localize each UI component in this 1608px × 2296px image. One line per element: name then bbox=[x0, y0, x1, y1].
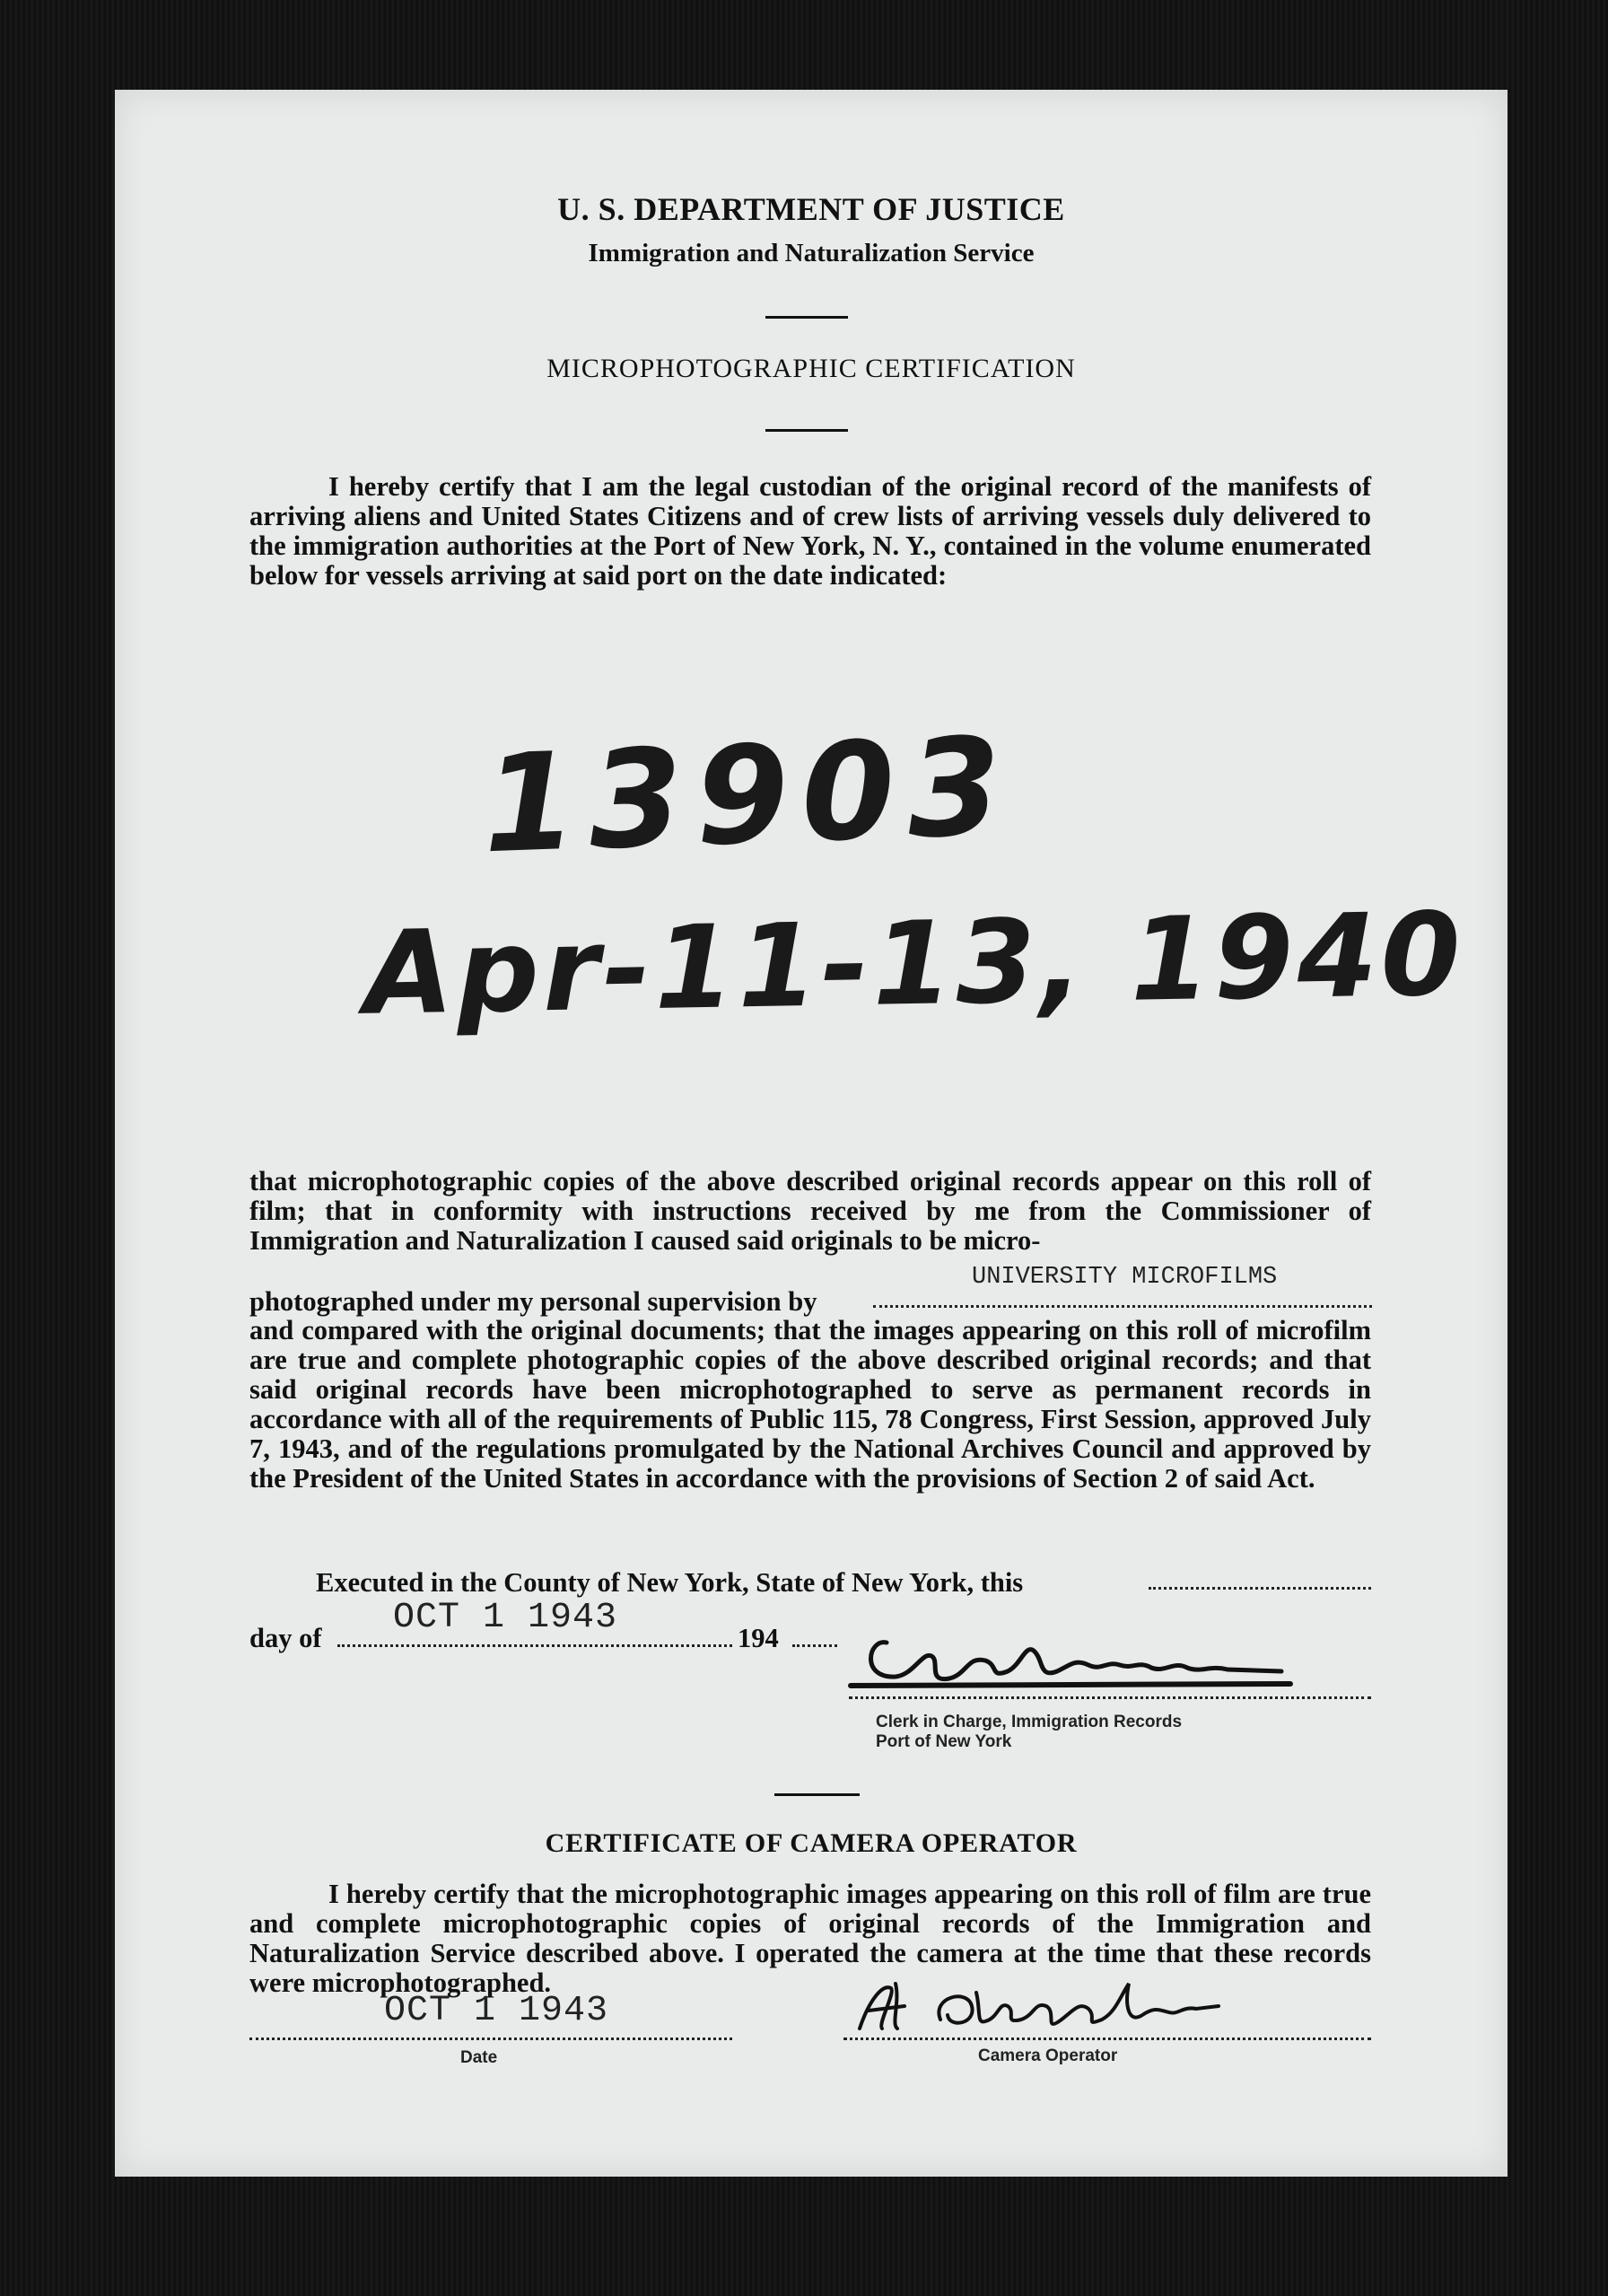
executed-statement: Executed in the County of New York, State of New York, this bbox=[316, 1567, 1024, 1598]
certification-body-part1: that microphotographic copies of the above described original records appear on this roll of film; that in conformity with instructions received by me from the Commissioner of Immigration and Naturalization I caused said originals to be micro- bbox=[249, 1166, 1371, 1256]
photographer-dotted-line bbox=[873, 1305, 1372, 1308]
day-of-dotted-line bbox=[337, 1644, 732, 1647]
heading-divider bbox=[765, 316, 848, 319]
stamped-execution-date: OCT 1 1943 bbox=[393, 1598, 618, 1638]
camera-operator-statement: I hereby certify that the microphotographic images appearing on this roll of film are true and complete microphotographic copies of original records of the Immigration and Naturalization Service described above. I operated the camera at the time that these records were microphotographed. bbox=[249, 1879, 1371, 1998]
executed-dotted-line bbox=[1149, 1587, 1371, 1590]
date-label: Date bbox=[460, 2048, 498, 2067]
certificate-page bbox=[115, 90, 1508, 2177]
year-dotted-line bbox=[792, 1644, 837, 1647]
custodian-statement: I hereby certify that I am the legal custodian of the original record of the manifests of arriving aliens and United States Citizens and of crew lists of arriving vessels duly delivered to the immigration authorities at the Port of New York, N. Y., contained in the volume enumerated below for vessels arriving at said port on the date indicated: bbox=[249, 471, 1371, 591]
handwritten-volume-number: 13903 bbox=[480, 708, 1017, 884]
camera-operator-title: CERTIFICATE OF CAMERA OPERATOR bbox=[545, 1828, 1078, 1858]
handwritten-volume-dates: Apr-11-13, 1940 bbox=[363, 888, 1465, 1041]
photographer-name: UNIVERSITY MICROFILMS bbox=[972, 1264, 1278, 1291]
certification-title: MICROPHOTOGRAPHIC CERTIFICATION bbox=[546, 354, 1076, 383]
clerk-title-line2: Port of New York bbox=[876, 1732, 1012, 1751]
department-heading: U. S. DEPARTMENT OF JUSTICE bbox=[557, 191, 1065, 227]
service-subheading: Immigration and Naturalization Service bbox=[588, 239, 1035, 267]
clerk-signature-line bbox=[849, 1696, 1371, 1699]
day-of-label: day of bbox=[249, 1623, 322, 1653]
operator-signature-line bbox=[843, 2037, 1371, 2040]
section-divider bbox=[774, 1793, 860, 1796]
stamped-operator-date: OCT 1 1943 bbox=[384, 1991, 609, 2031]
photographed-by-label: photographed under my personal supervision by bbox=[249, 1286, 817, 1317]
title-divider bbox=[765, 429, 848, 432]
date-dotted-line bbox=[249, 2037, 732, 2040]
certification-body-part2: and compared with the original documents; that the images appearing on this roll of microfilm are true and complete photographic copies of the above described original records; and that said original records have been microphotographed to serve as permanent records in accordance with all of the requirements of Public 115, 78 Congress, First Session, approved July 7, 1943, and of the regulations promulgated by the National Archives Council and approved by the President of the United States in accordance with the provisions of Section 2 of said Act. bbox=[249, 1315, 1371, 1494]
camera-operator-signature-image bbox=[842, 1966, 1237, 2046]
clerk-title-line1: Clerk in Charge, Immigration Records bbox=[876, 1713, 1183, 1731]
clerk-signature-image bbox=[833, 1616, 1299, 1714]
camera-operator-label: Camera Operator bbox=[978, 2046, 1118, 2065]
year-prefix: 194 bbox=[738, 1623, 779, 1653]
